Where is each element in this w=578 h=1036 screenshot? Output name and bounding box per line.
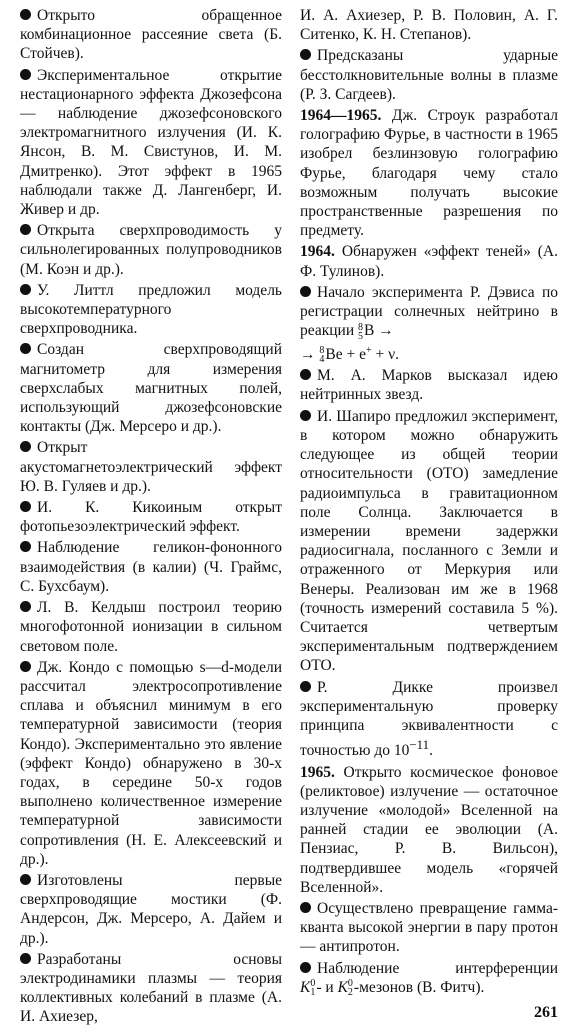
bullet-icon [20, 343, 31, 354]
entry-r1: И. А. Ахиезер, Р. В. Половин, А. Г. Ситенко, К. Н. Степанов). [300, 7, 558, 44]
reaction-formula-2: → 8 4 Be + e+ + ν. [300, 344, 399, 366]
bullet-icon [20, 541, 31, 552]
entry-l4: У. Литтл предложил модель высокотемпературного сверхпроводника. [20, 281, 282, 338]
bullet-icon [20, 224, 31, 235]
bullet-icon [300, 962, 311, 973]
bullet-icon [20, 441, 31, 452]
bullet-icon [300, 681, 311, 692]
bullet-icon [20, 874, 31, 885]
left-column [20, 6, 282, 1029]
page-number: 261 [534, 1004, 558, 1021]
bullet-icon [300, 410, 311, 421]
bullet-icon [300, 902, 311, 913]
entry-l6: Открыт акустомагнетоэлектрический эффект Ю. В. Гуляев и др.). [20, 439, 282, 495]
entry-l8: Наблюдение геликон-фононного взаимодействия (в калии) (Ч. Граймс, С. Бухсбаум). [20, 539, 282, 595]
bullet-icon [300, 49, 311, 60]
entry-l9: Л. В. Келдыш построил теорию многофотонной ионизации в сильном световом поле. [20, 599, 282, 655]
entry-l2: Экспериментальное открытие нестационарного эффекта Джозефсона — наблюдение джозефсоновского электромагнитного излучения (И. К. Янсон, В. М. Свистунов, И. М. Дмитренко). Этот эффект в 1965 наблюдали также Д. Лангенберг, И. Живер и др. [20, 66, 282, 219]
entry-r8: Р. Дикке произвел экспериментальную проверку принципа эквивалентности с точностью до $10^{-11}$. [300, 678, 558, 760]
bullet-icon [300, 286, 311, 297]
entry-r2: Предсказаны ударные бесстолкновительные волны в плазме (Р. З. Сагдеев). [300, 47, 558, 103]
entry-l5: Создан сверхпроводящий магнитометр для измерения сверхслабых магнитных полей, использующий джозефсоновские контакты (Дж. Мерсеро и др.). [20, 341, 282, 436]
entry-r10: Осуществлено превращение гамма-кванта высокой энергии в пару протон — антипротон. [300, 899, 558, 956]
entry-l12: Разработаны основы электродинамики плазмы — теория коллективных колебаний в плазме (А. И. Ахиезер, [20, 950, 282, 1026]
bullet-icon [20, 9, 31, 20]
entry-r4: 1964. Обнаружен «эффект теней» (А. Ф. Тулинов). [300, 243, 559, 280]
entry-r3: 1964—1965. Дж. Строук разработал голографию Фурье, в частности в 1965 изобрел безлинзовую голографию Фурье, благодаря чему стало возможным получать высокие пространственные разрешения по предмету. [300, 107, 558, 240]
bullet-icon [300, 369, 311, 380]
bullet-icon [20, 661, 31, 672]
right-column [300, 6, 558, 999]
bullet-icon [20, 284, 31, 295]
entry-r7: И. Шапиро предложил эксперимент, в котором можно обнаружить следующее из общей теории относительности (ОТО) замедление радиоимпульса в гравитационном поле Солнца. Заключается в измерении времени задержки радиосигнала, посланного с Земли и отраженного от Меркурия или Венеры. Реализован им же в 1968 (точность измерений составила 5 %). Считается четвертым экспериментальным подтверждением ОТО. [300, 407, 558, 675]
reaction-formula: 8 5 B → [358, 321, 394, 342]
entry-r6: М. А. Марков высказал идею нейтринных звезд. [300, 367, 558, 404]
entry-r9: 1965. Открыто космическое фоновое (реликтовое) излучение — остаточное излучение «молодой» Вселенной на ранней стадии ее эволюции (А. Пензиас, Р. В. Вильсон), подтвердившее модель «горячей Вселенной». [300, 763, 559, 896]
entry-l3: Открыта сверхпроводимость у сильнолегированных полупроводников (М. Коэн и др.). [20, 222, 282, 278]
entry-l11: Изготовлены первые сверхпроводящие мостики (Ф. Андерсон, Дж. Мерсеро, А. Дайем и др.). [20, 871, 282, 947]
bullet-icon [20, 953, 31, 964]
bullet-icon [20, 69, 31, 80]
entry-l7: И. К. Кикоиным открыт фотопьезоэлектрический эффект. [20, 499, 282, 536]
bullet-icon [20, 601, 31, 612]
entry-r5: Начало эксперимента Р. Дэвиса по регистрации солнечных нейтрино в реакции 8 5 B → → 8 4 Be + e+ + ν. [300, 283, 558, 366]
entry-l1: Открыто обращенное комбинационное рассеяние света (Б. Стойчев). [20, 7, 282, 63]
kaon-formula: K 0 1 - и K 0 2 -мезонов (В. Фитч). [300, 978, 485, 999]
bullet-icon [20, 501, 31, 512]
entry-l10: Дж. Кондо с помощью s—d-модели рассчитал электросопротивление сплава и объяснил минимум в его температурной зависимости (теория Кондо). Экспериментально это явление (эффект Кондо) обнаружено в 30-х годах, в середине 50-х годов выполнено количественное измерение температурной зависимости сопротивления (Н. Е. Алексеевский и др.). [20, 658, 282, 868]
entry-r11: Наблюдение интерференции K 0 1 - и K 0 2 -мезонов (В. Фитч). [300, 959, 558, 999]
